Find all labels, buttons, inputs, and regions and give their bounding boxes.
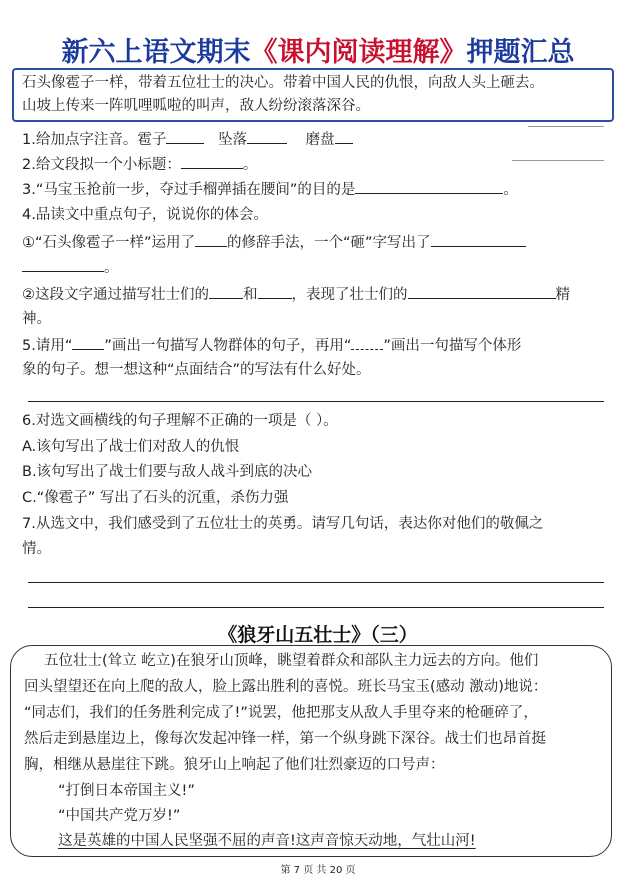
- q5-part-c: ”画出一句描写个体形: [383, 338, 522, 354]
- question-4-2-cont: 神。: [22, 311, 51, 327]
- page-title: [0, 30, 636, 69]
- question-7-cont: 情。: [22, 541, 51, 557]
- passage-line-8: 这是英雄的中国人民坚强不屈的声音!这声音惊天动地，气壮山河!: [58, 833, 476, 849]
- option-a: A.该句写出了战士们对敌人的仇恨: [22, 439, 240, 455]
- q2-text: 2.给文段拟一个小标题：: [22, 157, 181, 173]
- answer-line-q7-2[interactable]: [28, 607, 604, 608]
- q5-part-a: 5.请用“: [22, 338, 73, 354]
- passage-line-6: “打倒日本帝国主义!”: [58, 783, 195, 799]
- q1-label: 1.给加点字注音。: [22, 132, 138, 148]
- q1-blank-c[interactable]: [335, 129, 353, 144]
- title-topic: 《课内阅读理解》: [250, 37, 467, 68]
- passage-line-5: 胸，相继从悬崖往下跳。狼牙山上响起了他们壮烈豪迈的口号声：: [24, 757, 445, 773]
- q2-blank[interactable]: [181, 154, 243, 169]
- section-title: 《狼牙山五壮士》（三）: [218, 624, 418, 646]
- answer-line-q7-1[interactable]: [28, 582, 604, 583]
- q4-2-part-b: 和: [243, 287, 258, 303]
- excerpt-line-1: 石头像雹子一样，带着五位壮士的决心。带着中国人民的仇恨，向敌人头上砸去。: [22, 75, 544, 91]
- q1-word-b: 坠落: [218, 132, 248, 148]
- page-number: 第 7 页 共 20 页: [280, 865, 356, 876]
- q1-blank-a[interactable]: [166, 129, 204, 144]
- side-mark-line: [512, 160, 604, 161]
- q5-mark-a: [72, 335, 104, 350]
- passage-line-1: 五位壮士(耸立 屹立)在狼牙山顶峰，眺望着群众和部队主力远去的方向。他们: [44, 653, 539, 669]
- question-7: 7.从选文中，我们感受到了五位壮士的英勇。请写几句话，表达你对他们的敬佩之: [22, 516, 544, 532]
- question-4-2: [22, 284, 570, 305]
- question-4-1: [22, 232, 526, 253]
- passage-line-3: “同志们，我们的任务胜利完成了!”说罢，他把那支从敌人手里夺来的枪砸碎了，: [24, 705, 538, 721]
- q5-mark-b: [351, 335, 383, 350]
- q4-1-part-a: ①“石头像雹子一样”运用了: [22, 235, 196, 251]
- side-mark-line: [528, 126, 604, 127]
- q4-2-blank-b[interactable]: [258, 284, 292, 299]
- q4-1-part-c: 。: [104, 260, 119, 276]
- q3-text: 3.“马宝玉抢前一步，夺过手榴弹插在腰间”的目的是: [22, 182, 356, 198]
- q4-2-part-a: ②这段文字通过描写壮士们的: [22, 287, 209, 303]
- excerpt-line-2: 山坡上传来一阵叽哩呱啦的叫声，敌人纷纷滚落深谷。: [22, 98, 370, 114]
- q2-end: 。: [242, 157, 258, 173]
- question-4: 4.品读文中重点句子，说说你的体会。: [22, 207, 268, 223]
- q4-1-blank-b[interactable]: [431, 232, 526, 247]
- q1-blank-b[interactable]: [247, 129, 287, 144]
- q4-2-blank-c[interactable]: [408, 284, 556, 299]
- title-grade: 新六上语文期末: [61, 37, 251, 68]
- q4-2-part-c: ，表现了壮士们的: [291, 287, 408, 303]
- answer-line-q5[interactable]: [28, 401, 604, 402]
- passage-line-2: 回头望望还在向上爬的敌人，脸上露出胜利的喜悦。班长马宝玉(感动 激动)地说：: [24, 679, 548, 695]
- q4-1-blank-a[interactable]: [195, 232, 227, 247]
- passage-line-7: “中国共产党万岁!”: [58, 808, 181, 824]
- question-1: [22, 129, 353, 150]
- title-summary: 押题汇总: [466, 37, 575, 68]
- question-6: 6.对选文画横线的句子理解不正确的一项是（ ）。: [22, 413, 338, 429]
- q4-1-blank-c[interactable]: [22, 257, 104, 272]
- q5-part-b: ”画出一句描写人物群体的句子，再用“: [104, 338, 352, 354]
- question-5-cont: 象的句子。想一想这种“点面结合”的写法有什么好处。: [22, 362, 371, 378]
- question-5: [22, 335, 521, 356]
- option-c: C.“像雹子” 写出了石头的沉重，杀伤力强: [22, 490, 289, 506]
- q3-end: 。: [503, 182, 518, 198]
- question-2: [22, 154, 257, 175]
- q4-2-blank-a[interactable]: [209, 284, 243, 299]
- q3-blank[interactable]: [355, 179, 503, 194]
- passage-line-4: 然后走到悬崖边上，像每次发起冲锋一样，第一个纵身跳下深谷。战士们也昂首挺: [24, 731, 546, 747]
- question-3: [22, 179, 518, 200]
- option-b: B.该句写出了战士们要与敌人战斗到底的决心: [22, 464, 313, 480]
- q1-word-a: 雹子: [137, 132, 167, 148]
- q4-1-part-b: 的修辞手法，一个“砸”字写出了: [227, 235, 431, 251]
- q1-word-c: 磨盘: [305, 132, 335, 148]
- q4-2-part-d: 精: [555, 287, 570, 303]
- question-4-1-cont: [22, 257, 119, 278]
